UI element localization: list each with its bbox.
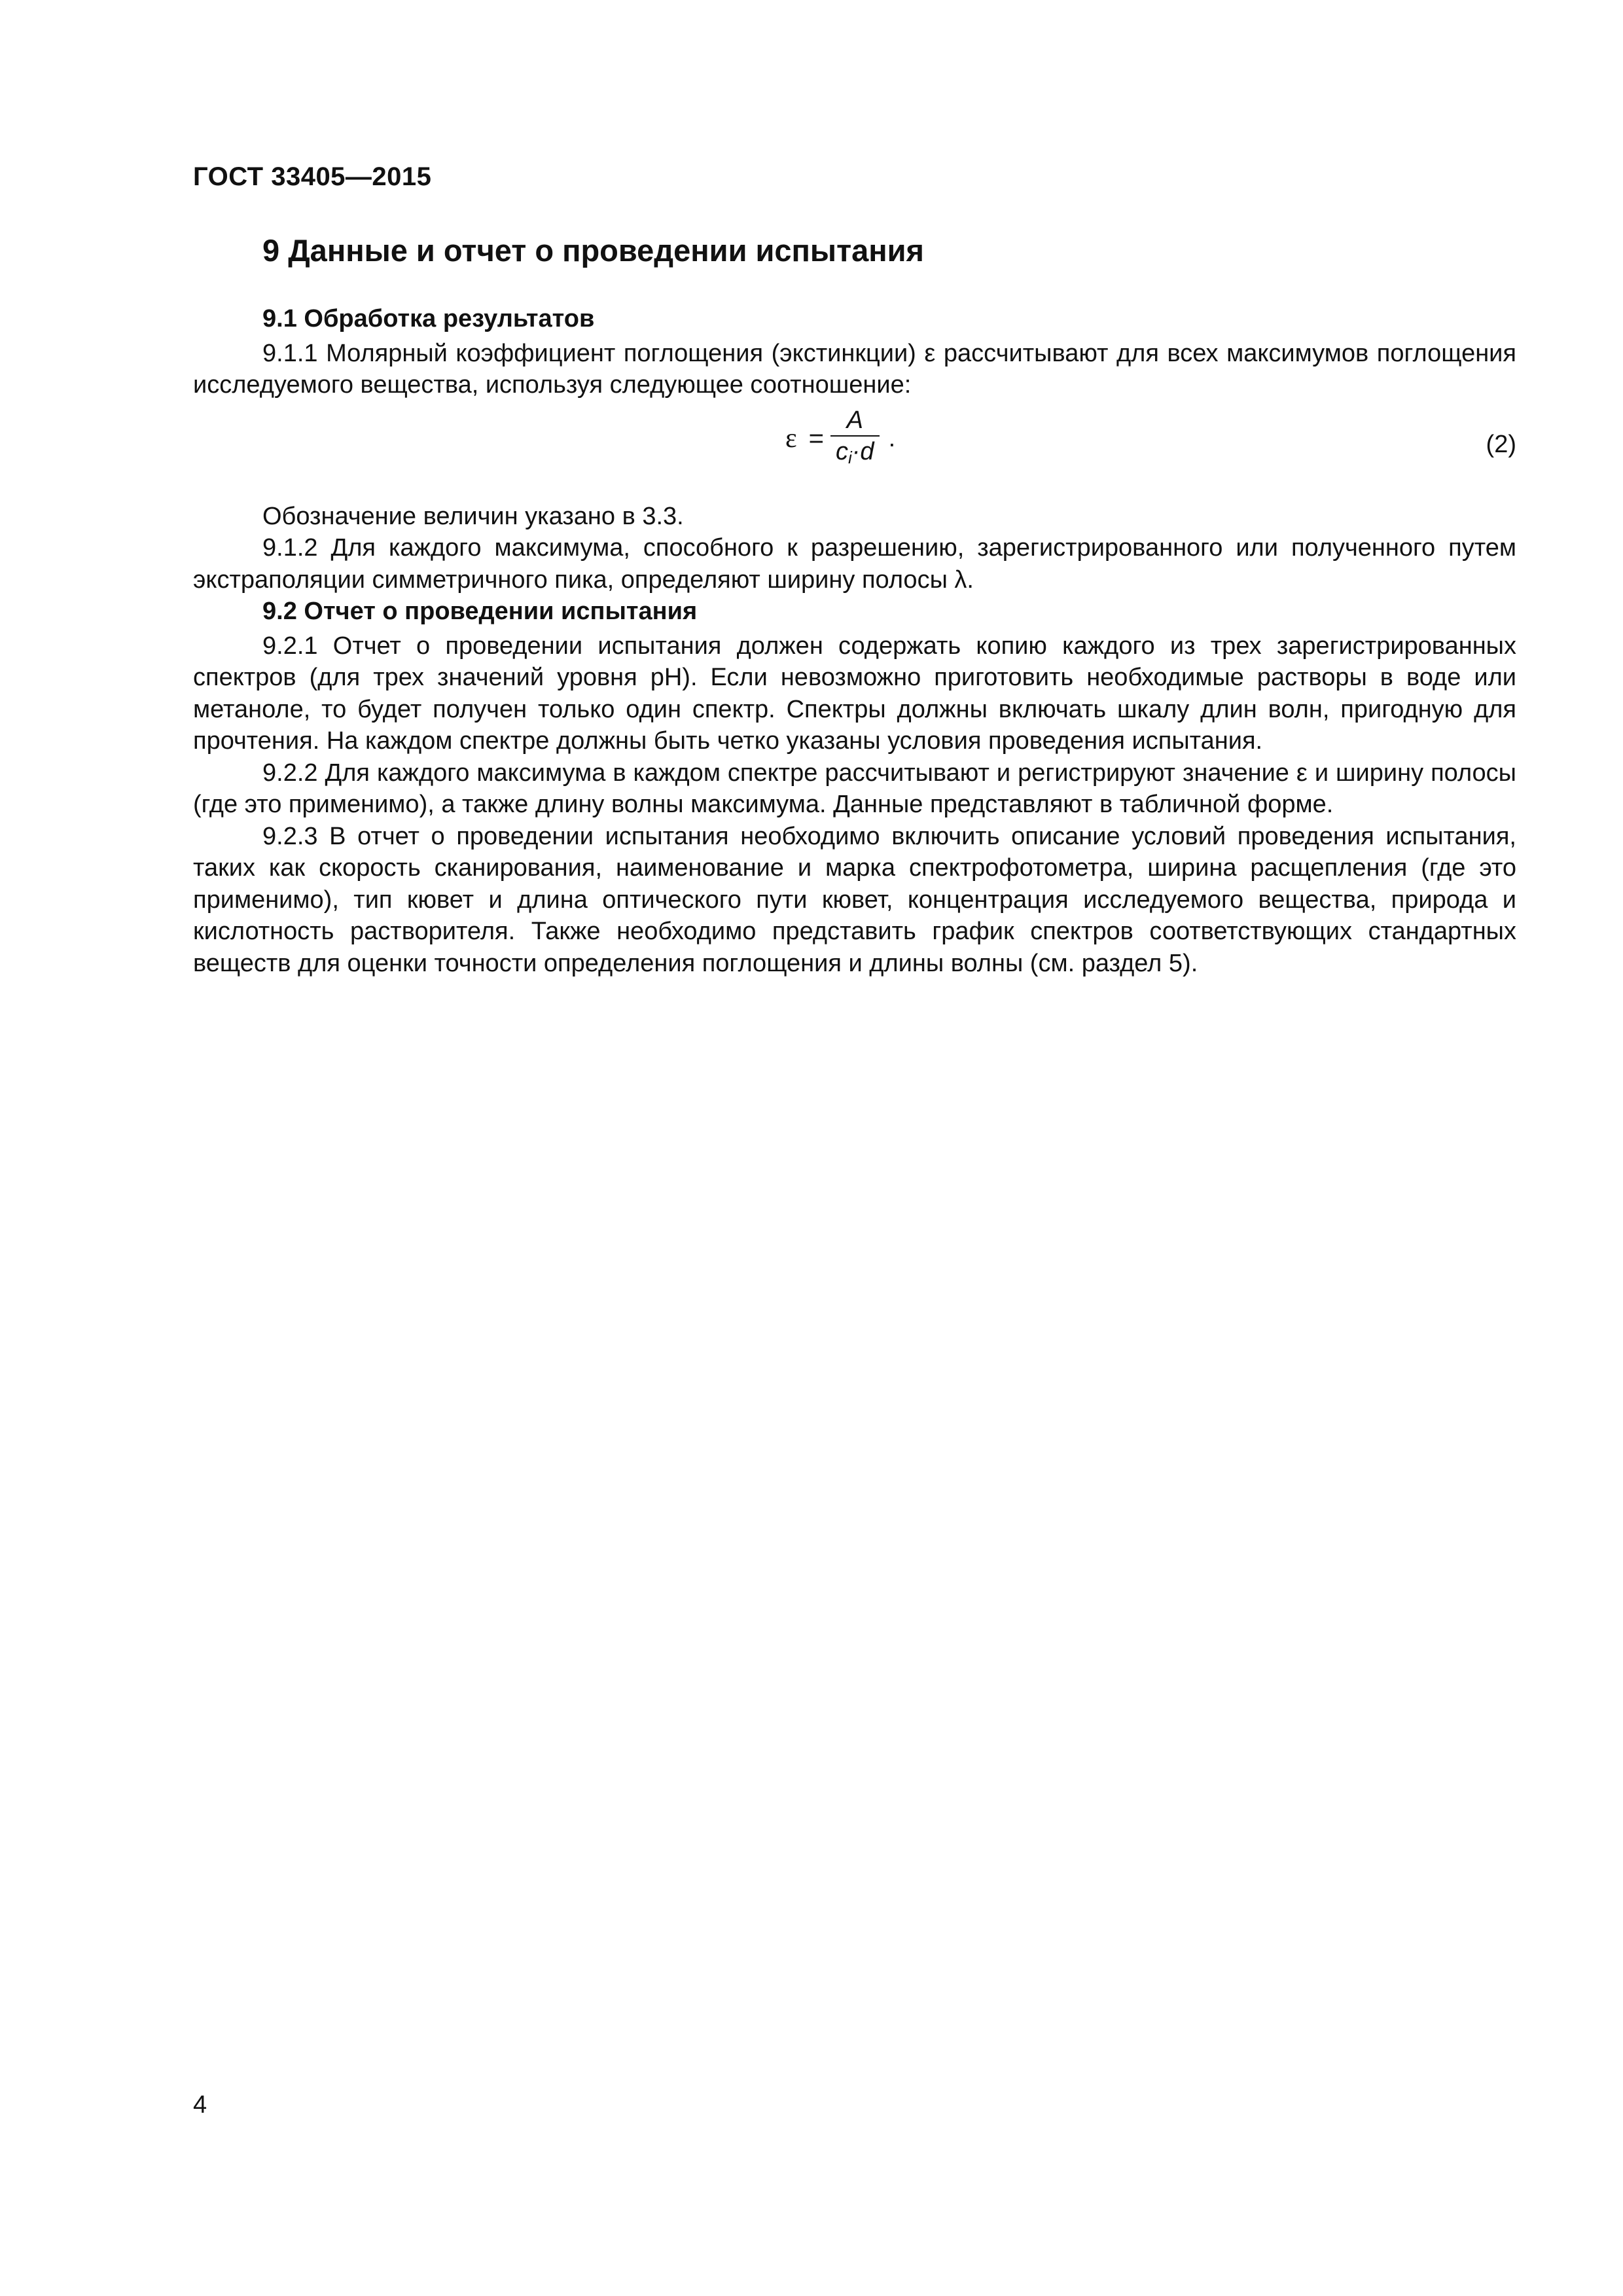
subsection-9-1-title: 9.1 Обработка результатов: [262, 305, 595, 332]
designation-note: Обозначение величин указано в 3.3.: [262, 502, 684, 530]
paragraph-9-1-2: 9.1.2 Для каждого максимума, способного к разрешению, зарегистрированного или полученного путем экстраполяции симметричного пика, определяют ширину полосы λ.: [193, 534, 1516, 594]
page-content: [193, 232, 1516, 979]
denominator-rest: ·d: [851, 437, 874, 465]
paragraph-9-2-2: 9.2.2 Для каждого максимума в каждом спектре рассчитывают и регистрируют значение ε и ширину полосы (где это применимо), а также длину волны максимума. Данные представляют в табличной форме.: [193, 759, 1516, 818]
formula-lhs: ε: [785, 423, 797, 454]
section-9-title: 9 Данные и отчет о проведении испытания: [262, 233, 924, 268]
equation-number: (2): [1486, 430, 1516, 458]
denominator-c: c: [836, 437, 848, 465]
formula-equals: =: [808, 423, 824, 453]
subsection-9-2-title: 9.2 Отчет о проведении испытания: [262, 598, 698, 625]
formula-fraction: [830, 405, 880, 473]
denominator-subscript: i: [848, 447, 852, 467]
standard-header: ГОСТ 33405—2015: [193, 162, 432, 191]
formula-trailing: .: [888, 424, 896, 452]
paragraph-9-2-3: 9.2.3 В отчет о проведении испытания необходимо включить описание условий проведения испытания, таких как скорость сканирования, наименование и марка спектрофотометра, ширина расщепления (где это применимо), тип кювет и длина оптического пути кювет, концентрация исследуемого вещества, природа и кислотность растворителя. Также необходимо представить график спектров соответствующих стандартных веществ для оценки точности определения поглощения и длины волны (см. раздел 5).: [193, 822, 1516, 977]
formula-row: [193, 403, 1516, 488]
paragraph-9-1-1: 9.1.1 Молярный коэффициент поглощения (экстинкции) ε рассчитывают для всех максимумов поглощения исследуемого вещества, используя следующее соотношение:: [193, 339, 1516, 399]
formula-epsilon: [785, 405, 895, 473]
formula-numerator: A: [846, 406, 863, 434]
page-number: 4: [193, 2091, 207, 2119]
paragraph-9-2-1: 9.2.1 Отчет о проведении испытания должен содержать копию каждого из трех зарегистрированных спектров (для трех значений уровня pH). Если невозможно приготовить необходимые растворы в воде или метаноле, то будет получен только один спектр. Спектры должны включать шкалу длин волн, пригодную для прочтения. На каждом спектре должны быть четко указаны условия проведения испытания.: [193, 632, 1516, 755]
formula-denominator: [830, 437, 880, 473]
